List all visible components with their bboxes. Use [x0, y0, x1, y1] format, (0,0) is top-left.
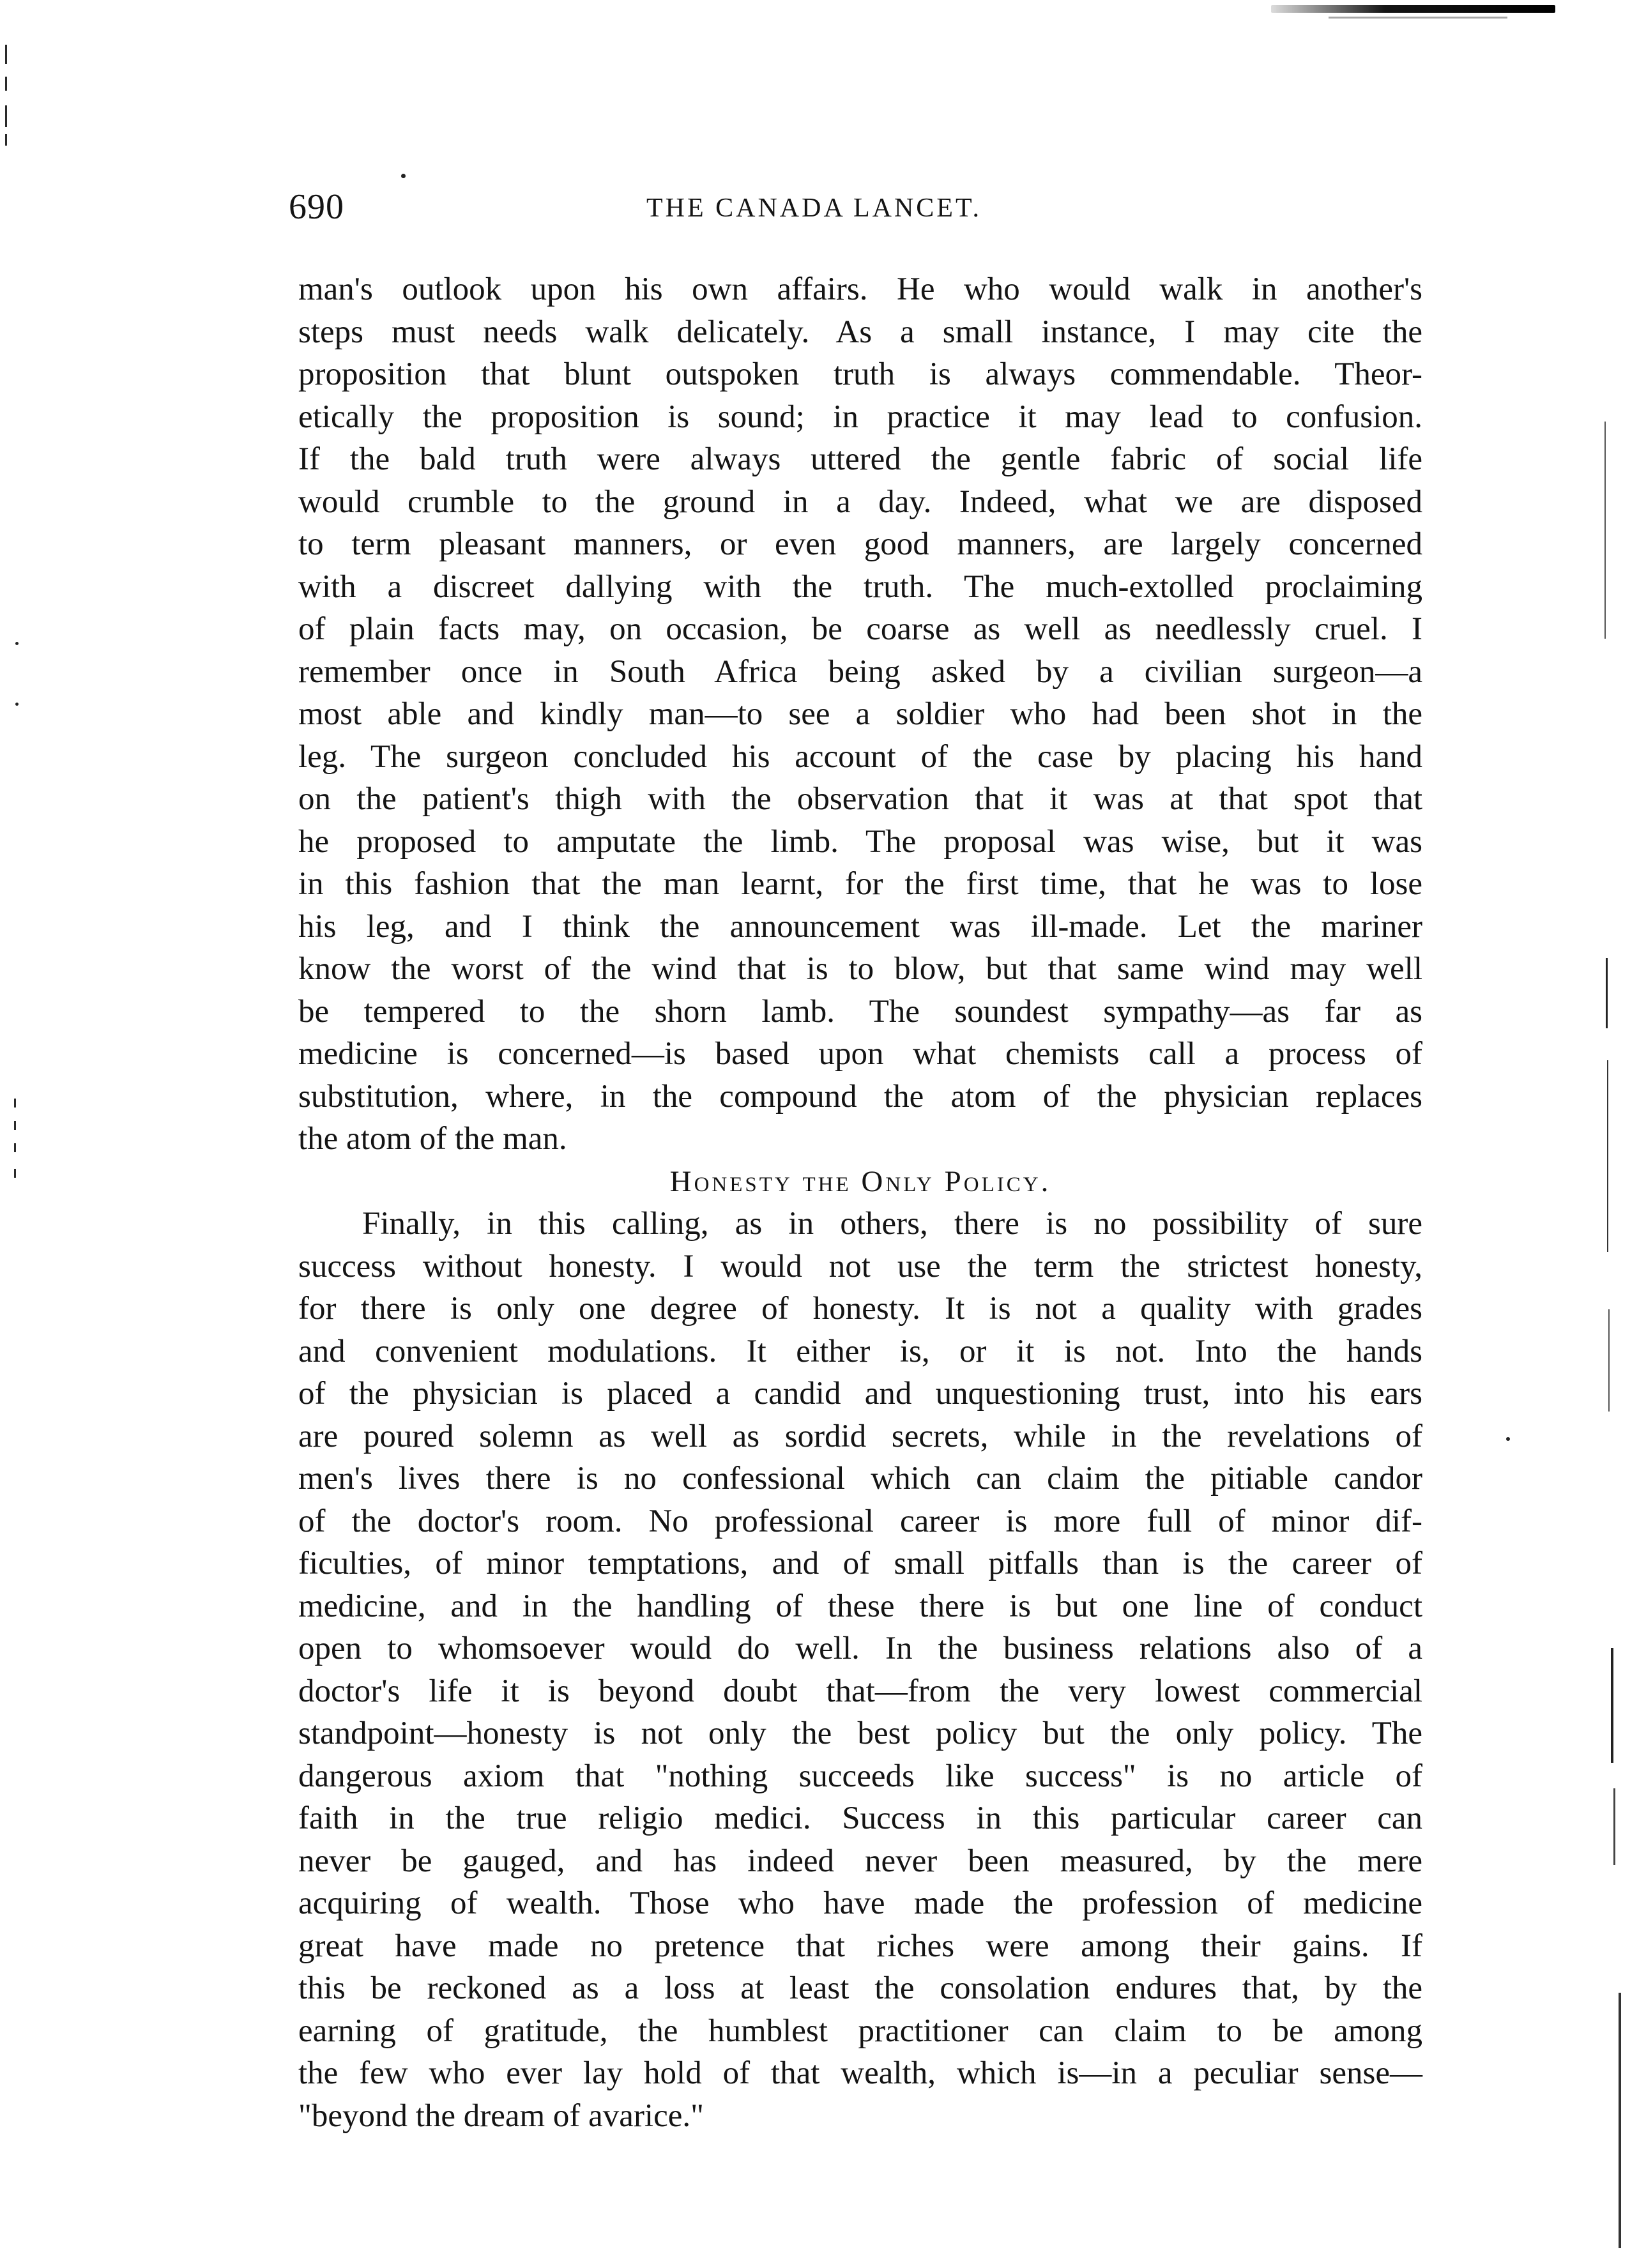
scan-edge-rule	[1271, 5, 1555, 13]
text-line: his leg, and I think the announcement was ill-made. Let the mariner	[298, 908, 1422, 945]
binding-edge	[1606, 958, 1608, 1028]
text-line: the few who ever lay hold of that wealth, which is—in a peculiar sense—	[298, 2055, 1422, 2091]
ink-speck	[401, 174, 406, 178]
margin-mark	[5, 77, 7, 91]
text-line: the atom of the man.	[298, 1121, 567, 1157]
text-line: of plain facts may, on occasion, be coarse as well as needlessly cruel. I	[298, 611, 1422, 647]
margin-mark	[5, 45, 7, 64]
text-line: in this fashion that the man learnt, for the first time, that he was to lose	[298, 866, 1422, 902]
text-line: he proposed to amputate the limb. The proposal was wise, but it was	[298, 823, 1422, 860]
text-line: to term pleasant manners, or even good manners, are largely concerned	[298, 526, 1422, 562]
page-number: 690	[289, 187, 344, 227]
text-line: proposition that blunt outspoken truth is always commendable. Theor-	[298, 356, 1422, 392]
ink-speck	[15, 642, 19, 645]
binding-edge	[1611, 1648, 1613, 1763]
scan-edge-rule-thin	[1329, 17, 1507, 19]
text-line: be tempered to the shorn lamb. The soundest sympathy—as far as	[298, 993, 1422, 1030]
text-line: know the worst of the wind that is to blow, but that same wind may well	[298, 951, 1422, 987]
text-line: medicine is concerned—is based upon what chemists call a process of	[298, 1036, 1422, 1072]
binding-edge	[1608, 1309, 1610, 1412]
text-line: etically the proposition is sound; in practice it may lead to confusion.	[298, 399, 1422, 435]
text-line: open to whomsoever would do well. In the business relations also of a	[298, 1631, 1422, 1666]
text-line: "beyond the dream of avarice."	[298, 2097, 704, 2134]
section-heading: Honesty the Only Policy.	[669, 1164, 1051, 1198]
text-line: for there is only one degree of honesty. It is not a quality with grades	[298, 1291, 1422, 1327]
page-header	[289, 186, 1339, 238]
text-line: substitution, where, in the compound the atom of the physician replaces	[298, 1078, 1422, 1115]
margin-mark	[14, 1169, 16, 1178]
text-line: Finally, in this calling, as in others, there is no possibility of sure	[362, 1206, 1422, 1242]
text-line: on the patient's thigh with the observation that it was at that spot that	[298, 781, 1422, 817]
text-line: most able and kindly man—to see a soldier who had been shot in the	[298, 696, 1422, 732]
binding-edge	[1607, 1060, 1608, 1252]
margin-mark	[14, 1099, 16, 1107]
text-line: faith in the true religio medici. Success in this particular career can	[298, 1800, 1422, 1836]
text-line: If the bald truth were always uttered the gentle fabric of social life	[298, 441, 1422, 477]
text-line: standpoint—honesty is not only the best policy but the only policy. The	[298, 1716, 1422, 1751]
ink-speck	[15, 703, 19, 706]
text-line: earning of gratitude, the humblest practitioner can claim to be among	[298, 2013, 1422, 2049]
text-line: man's outlook upon his own affairs. He who would walk in another's	[298, 271, 1422, 307]
text-line: ficulties, of minor temptations, and of small pitfalls than is the career of	[298, 1546, 1422, 1581]
text-line: great have made no pretence that riches were among their gains. If	[298, 1928, 1422, 1964]
margin-mark	[5, 105, 7, 127]
text-line: of the physician is placed a candid and unquestioning trust, into his ears	[298, 1376, 1422, 1412]
running-title: THE CANADA LANCET.	[646, 194, 982, 223]
margin-mark	[5, 134, 7, 146]
text-line: dangerous axiom that "nothing succeeds like success" is no article of	[298, 1758, 1422, 1794]
text-line: remember once in South Africa being asked by a civilian surgeon—a	[298, 653, 1422, 690]
ink-speck	[1506, 1437, 1510, 1441]
text-line: would crumble to the ground in a day. Indeed, what we are disposed	[298, 483, 1422, 520]
text-line: never be gauged, and has indeed never been measured, by the mere	[298, 1843, 1422, 1879]
text-line: success without honesty. I would not use the term the strictest honesty,	[298, 1248, 1422, 1284]
text-line: men's lives there is no confessional which can claim the pitiable candor	[298, 1461, 1422, 1496]
text-line: doctor's life it is beyond doubt that—from the very lowest commercial	[298, 1673, 1422, 1709]
article-body	[298, 268, 1422, 2137]
text-line: with a discreet dallying with the truth. The much-extolled proclaiming	[298, 568, 1422, 605]
text-line: are poured solemn as well as sordid secrets, while in the revelations of	[298, 1418, 1422, 1454]
binding-edge	[1604, 422, 1606, 639]
binding-edge	[1619, 1993, 1621, 2248]
text-line: this be reckoned as a loss at least the consolation endures that, by the	[298, 1970, 1422, 2006]
text-line: acquiring of wealth. Those who have made the profession of medicine	[298, 1885, 1422, 1921]
text-line: steps must needs walk delicately. As a small instance, I may cite the	[298, 314, 1422, 350]
binding-edge	[1613, 1788, 1615, 1865]
text-line: leg. The surgeon concluded his account of the case by placing his hand	[298, 738, 1422, 775]
text-line: of the doctor's room. No professional career is more full of minor dif-	[298, 1503, 1422, 1539]
margin-mark	[14, 1121, 16, 1130]
text-line: and convenient modulations. It either is, or it is not. Into the hands	[298, 1333, 1422, 1369]
text-line: medicine, and in the handling of these there is but one line of conduct	[298, 1588, 1422, 1624]
margin-mark	[14, 1143, 16, 1152]
